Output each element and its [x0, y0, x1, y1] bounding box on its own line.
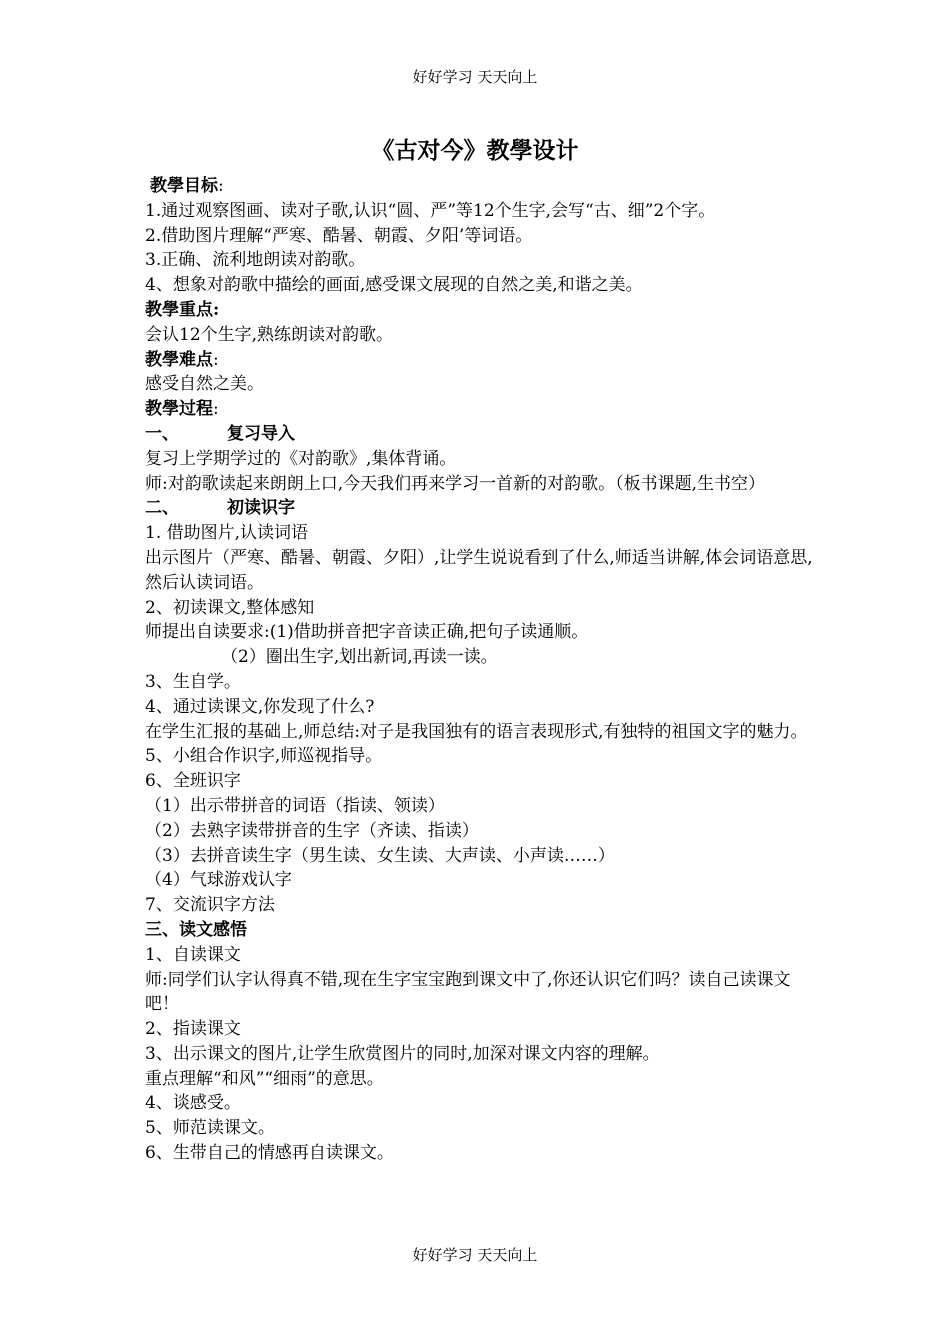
section-2-line: 1. 借助图片,认读词语 — [145, 523, 309, 544]
section-2-line: 7、交流识字方法 — [145, 895, 275, 916]
process-heading: 教學过程 — [145, 399, 213, 420]
section-1-line: 师:对韵歌读起来朗朗上口,今天我们再来学习一首新的对韵歌。（板书课题,生书空） — [145, 473, 766, 494]
objectives-heading-line: 教學目标: — [150, 176, 224, 196]
key-points-heading: 教學重点: — [145, 299, 220, 320]
objective-item: 1.通过观察图画、读对子歌,认识“圆、严”等12个生字,会写“古、细”2个字。 — [145, 200, 716, 221]
section-3-line: 6、生带自己的情感再自读课文。 — [145, 1143, 394, 1164]
key-points-text: 会认12个生字,熟练朗读对韵歌。 — [145, 324, 394, 345]
section-3-line: 2、指读课文 — [145, 1019, 241, 1040]
section-2-line: （3）去拼音读生字（男生读、女生读、大声读、小声读……） — [145, 845, 615, 866]
section-2-line: 2、初读课文,整体感知 — [145, 597, 315, 618]
section-2-line: 出示图片（严寒、酷暑、朝霞、夕阳）,让学生说说看到了什么,师适当讲解,体会词语意思,然后认读词语。 — [145, 547, 813, 593]
process-heading-line: 教學过程: — [145, 399, 219, 420]
section-3-heading: 三、读文感悟 — [145, 919, 247, 940]
document-title: 《古对今》教學设计 — [371, 137, 579, 164]
page-footer: 好好学习 天天向上 — [412, 1246, 538, 1264]
section-1-line: 复习上学期学过的《对韵歌》,集体背诵。 — [145, 448, 457, 469]
section-2-line: （2）去熟字读带拼音的生字（齐读、指读） — [145, 820, 479, 841]
section-2-line: 师提出自读要求:(1)借助拼音把字音读正确,把句子读通顺。 — [145, 622, 589, 643]
objective-item: 3.正确、流利地朗读对韵歌。 — [145, 250, 366, 271]
section-3-line: 师:同学们认字认得真不错,现在生字宝宝跑到课文中了,你还认识它们吗？读自己读课文吧！ — [145, 969, 791, 1015]
section-2-line: （2）圈出生字,划出新词,再读一读。 — [221, 647, 498, 668]
objective-item: 2.借助图片理解“严寒、酷暑、朝霞、夕阳’等词语。 — [145, 225, 533, 246]
difficulties-text: 感受自然之美。 — [145, 374, 264, 395]
objective-item: 4、想象对韵歌中描绘的画面,感受课文展现的自然之美,和谐之美。 — [145, 275, 643, 296]
section-3-line: 5、师范读课文。 — [145, 1118, 275, 1139]
document-body — [145, 174, 815, 1166]
section-3-line: 重点理解“和风”“细雨”的意思。 — [145, 1068, 384, 1089]
section-2-line: 6、全班识字 — [145, 771, 241, 792]
difficulties-heading-line: 教學难点: — [145, 349, 219, 370]
section-2-line: 在学生汇报的基础上,师总结:对子是我国独有的语言表现形式,有独特的祖国文字的魅力。 — [145, 721, 808, 742]
difficulties-heading: 教學难点 — [145, 349, 213, 370]
section-1-heading: 一、 复习导入 — [145, 423, 295, 444]
section-3-line: 3、出示课文的图片,让学生欣赏图片的同时,加深对课文内容的理解。 — [145, 1043, 660, 1064]
section-2-line: （1）出示带拼音的词语（指读、领读） — [145, 795, 445, 816]
page-header: 好好学习 天天向上 — [412, 68, 538, 86]
section-2-line: 5、小组合作识字,师巡视指导。 — [145, 746, 383, 767]
section-2-line: （4）气球游戏认字 — [145, 870, 292, 891]
section-2-line: 4、通过读课文,你发现了什么? — [145, 696, 375, 717]
section-3-line: 4、谈感受。 — [145, 1093, 241, 1114]
section-2-line: 3、生自学。 — [145, 671, 241, 692]
section-3-line: 1、自读课文 — [145, 944, 241, 965]
objectives-heading: 教學目标 — [150, 176, 218, 196]
section-2-heading: 二、 初读识字 — [145, 498, 295, 519]
